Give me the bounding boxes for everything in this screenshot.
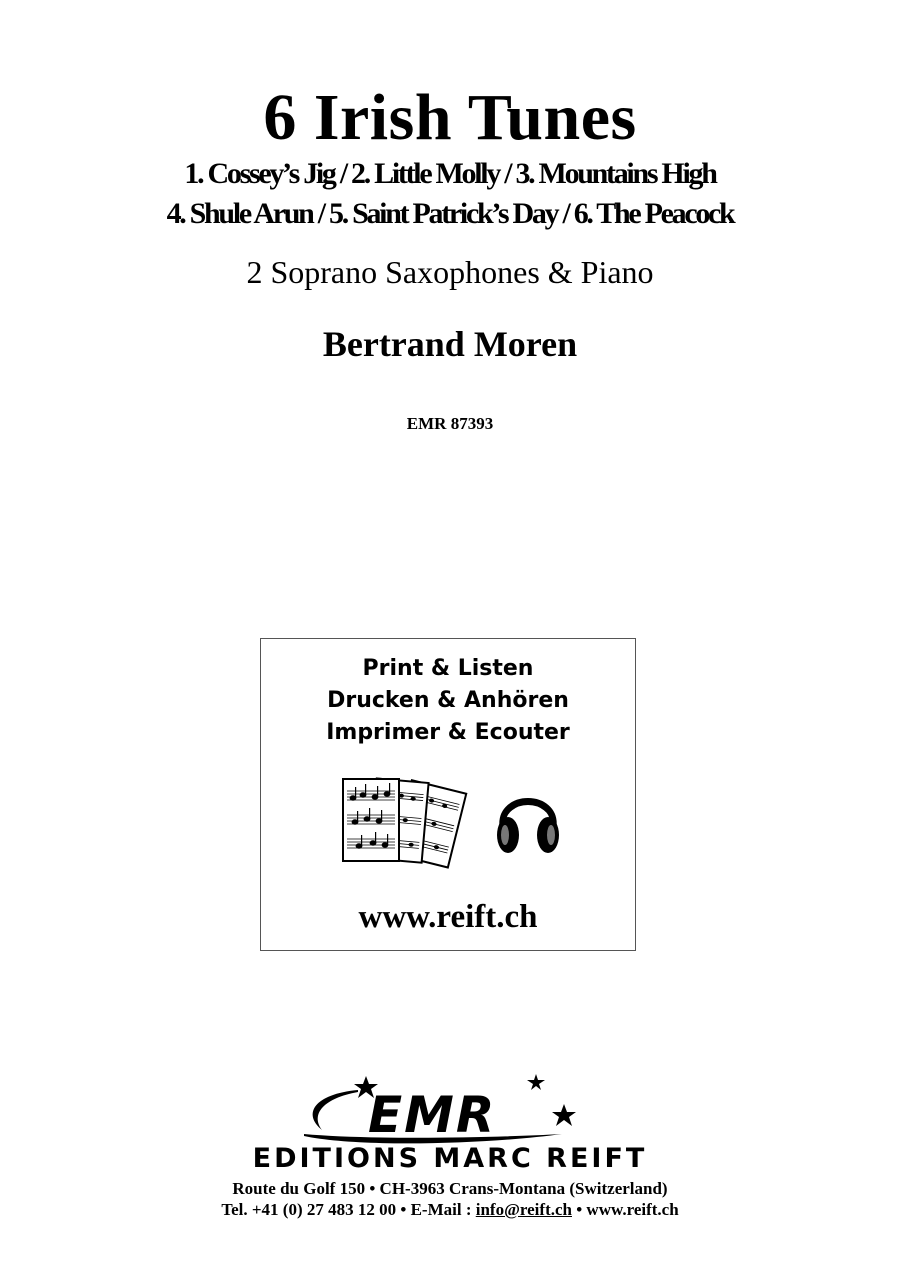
emr-logo-text: EMR <box>368 1086 497 1144</box>
publisher-address: Route du Golf 150 • CH-3963 Crans-Montana (Switzerland) <box>232 1179 668 1198</box>
composer-name: Bertrand Moren <box>322 324 578 364</box>
contact-phone: Tel. +41 (0) 27 483 12 00 • E-Mail : <box>221 1200 476 1219</box>
publisher-name: EDITIONS MARC REIFT <box>252 1143 648 1174</box>
contact-website: • www.reift.ch <box>571 1200 679 1219</box>
instrumentation: 2 Soprano Saxophones & Piano <box>246 254 654 290</box>
tune-list-line-1: 1. Cossey’s Jig / 2. Little Molly / 3. Mountains High <box>184 157 716 190</box>
publisher-contact <box>0 1199 900 1221</box>
tune-list-line-2: 4. Shule Arun / 5. Saint Patrick’s Day / 6. The Peacock <box>166 197 734 230</box>
emr-logo <box>300 1074 580 1146</box>
promo-line-german: Drucken & Anhören <box>327 688 569 713</box>
print-listen-box <box>260 638 636 951</box>
sheet-music-icon <box>339 773 469 871</box>
promo-website: www.reift.ch <box>358 899 538 935</box>
headphones-icon <box>493 779 563 859</box>
email-link[interactable]: info@reift.ch <box>475 1200 572 1219</box>
page-title: 6 Irish Tunes <box>263 81 637 154</box>
catalog-number: EMR 87393 <box>406 414 494 433</box>
promo-line-french: Imprimer & Ecouter <box>326 720 570 745</box>
promo-line-english: Print & Listen <box>362 656 534 681</box>
